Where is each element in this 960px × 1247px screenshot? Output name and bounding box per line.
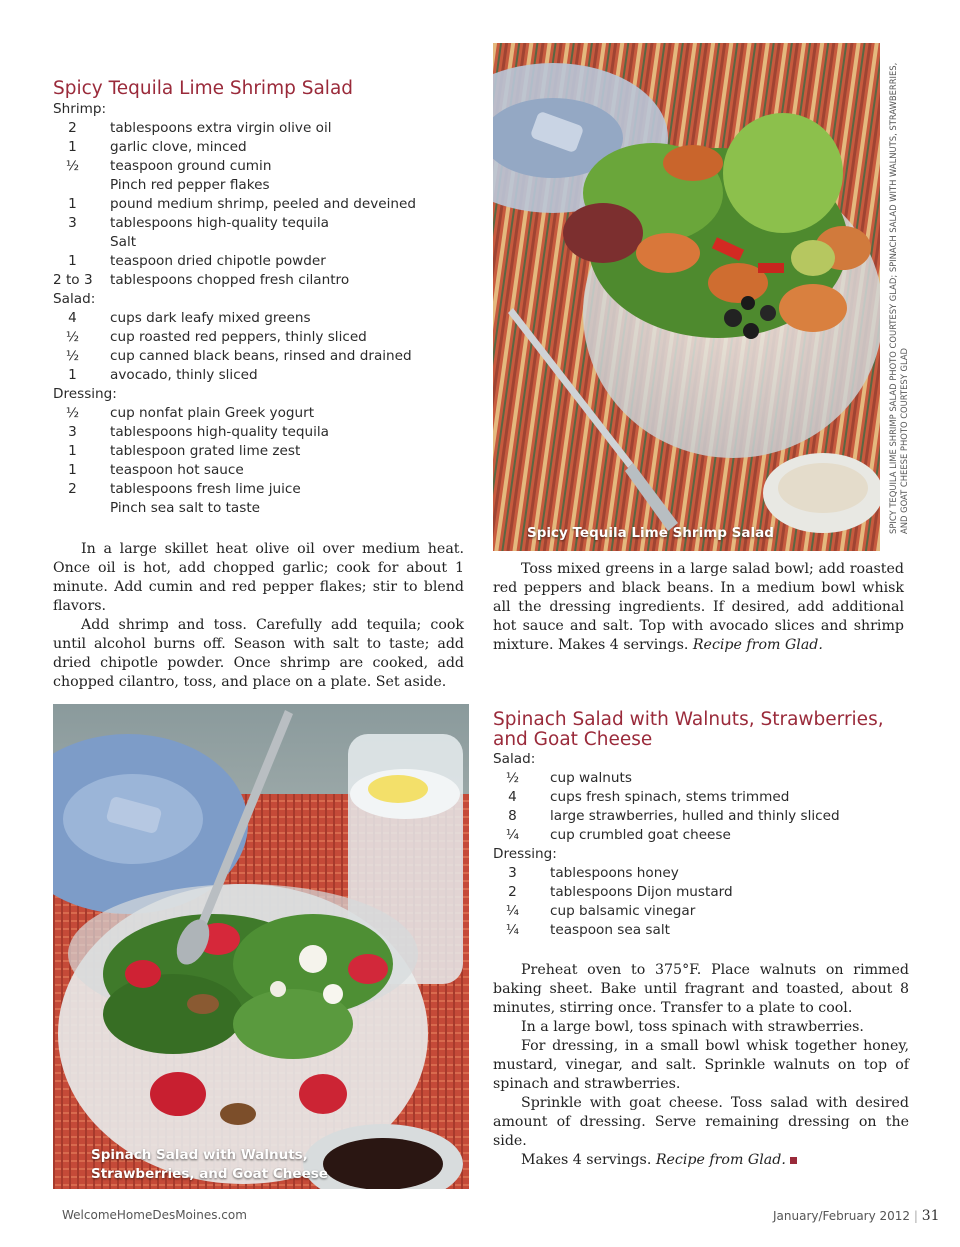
ingredient-text: tablespoons chopped fresh cilantro (110, 272, 350, 288)
recipe2-source: Recipe from Glad. (655, 1152, 786, 1168)
ingredient-row (53, 271, 473, 290)
ingredient-quantity: 2 (508, 884, 517, 900)
recipe1-instructions-left (53, 540, 464, 692)
ingredient-text: teaspoon hot sauce (110, 462, 244, 478)
photo-credit-line2: AND GOAT CHEESE PHOTO COURTESY GLAD (899, 347, 909, 534)
ingredient-text: tablespoon grated lime zest (110, 443, 301, 459)
spinach-photo-caption (91, 1146, 328, 1184)
ingredient-row (53, 309, 473, 328)
photo-credit (888, 63, 910, 534)
ingredient-row (53, 195, 473, 214)
ingredient-row (53, 480, 473, 499)
ingredient-text: cup canned black beans, rinsed and drained (110, 348, 412, 364)
ingredient-row (493, 921, 913, 940)
recipe1-instructions-right (493, 560, 904, 655)
shrimp-salad-photo-art (493, 43, 880, 551)
ingredient-quantity: ¼ (505, 922, 520, 938)
recipe2-title-line1: Spinach Salad with Walnuts, Strawberries, (493, 709, 884, 730)
ingredient-section-label: Salad: (493, 751, 536, 767)
ingredient-text: tablespoons high-quality tequila (110, 215, 329, 231)
ingredient-text: cup balsamic vinegar (550, 903, 696, 919)
ingredient-quantity: 2 to 3 (53, 272, 93, 288)
ingredient-row (53, 138, 473, 157)
ingredient-quantity: 4 (508, 789, 517, 805)
ingredient-text: garlic clove, minced (110, 139, 247, 155)
recipe1-ingredients (53, 100, 473, 518)
ingredient-quantity: 2 (68, 481, 77, 497)
ingredient-quantity: ½ (65, 329, 80, 345)
recipe1-source: Recipe from Glad. (692, 637, 823, 653)
ingredient-section-label: Dressing: (53, 386, 117, 402)
ingredient-quantity: 1 (68, 253, 77, 269)
ingredient-text: large strawberries, hulled and thinly sliced (550, 808, 840, 824)
end-mark-icon (790, 1157, 797, 1164)
instruction-paragraph: Preheat oven to 375°F. Place walnuts on rimmed baking sheet. Bake until fragrant and toasted, about 8 minutes, stirring once. Transfer to a plate to cool. (493, 962, 909, 1016)
ingredient-quantity: 1 (68, 139, 77, 155)
ingredient-text: tablespoons Dijon mustard (550, 884, 733, 900)
spinach-salad-photo-art (53, 704, 469, 1189)
ingredient-text: tablespoons fresh lime juice (110, 481, 301, 497)
ingredient-row (493, 902, 913, 921)
ingredient-quantity: 1 (68, 367, 77, 383)
ingredient-text: cup roasted red peppers, thinly sliced (110, 329, 367, 345)
instruction-paragraph: For dressing, in a small bowl whisk together honey, mustard, vinegar, and salt. Sprinkle walnuts on top of spinach and strawberries. (493, 1038, 909, 1092)
ingredient-quantity: ¼ (505, 827, 520, 843)
instruction-paragraph: Add shrimp and toss. Carefully add tequila; cook until alcohol burns off. Season with salt to taste; add dried chipotle powder. Once shrimp are cooked, add chopped cilantro, toss, and place on a plate. Set aside. (53, 617, 464, 690)
ingredient-quantity: 4 (68, 310, 77, 326)
footer-website: WelcomeHomeDesMoines.com (62, 1208, 247, 1222)
ingredient-quantity: 1 (68, 443, 77, 459)
recipe2-title-line2: and Goat Cheese (493, 729, 653, 750)
ingredient-quantity: ½ (65, 348, 80, 364)
ingredient-text: teaspoon ground cumin (110, 158, 272, 174)
ingredient-row (53, 442, 473, 461)
recipe1-title: Spicy Tequila Lime Shrimp Salad (53, 78, 354, 99)
ingredient-text: cup crumbled goat cheese (550, 827, 731, 843)
ingredient-text: Salt (110, 234, 137, 250)
instruction-paragraph: Toss mixed greens in a large salad bowl; add roasted red peppers and black beans. In a medium bowl whisk all the dressing ingredients. If desired, add additional hot sauce and salt. Top with avocado slices and shrimp mixture. Makes 4 servings. (493, 561, 904, 653)
ingredient-row (53, 328, 473, 347)
ingredient-text: Pinch sea salt to taste (110, 500, 261, 516)
ingredient-text: teaspoon sea salt (550, 922, 670, 938)
ingredient-row (493, 807, 913, 826)
ingredient-text: tablespoons high-quality tequila (110, 424, 329, 440)
instruction-paragraph: Sprinkle with goat cheese. Toss salad with desired amount of dressing. Serve remaining dressing on the side. (493, 1095, 909, 1149)
ingredient-quantity: 3 (508, 865, 517, 881)
ingredient-quantity: 8 (508, 808, 517, 824)
ingredient-row (53, 366, 473, 385)
recipe2-ingredients (493, 750, 913, 940)
ingredient-row (53, 119, 473, 138)
ingredient-row (53, 233, 473, 252)
ingredient-row (53, 347, 473, 366)
ingredient-row (493, 788, 913, 807)
ingredient-section-label: Salad: (53, 291, 96, 307)
ingredient-text: avocado, thinly sliced (110, 367, 258, 383)
ingredient-row (53, 252, 473, 271)
ingredient-quantity: ½ (65, 158, 80, 174)
ingredient-row (493, 864, 913, 883)
recipe2-instructions (493, 961, 909, 1170)
ingredient-text: cups fresh spinach, stems trimmed (550, 789, 790, 805)
page-number: 31 (921, 1208, 940, 1224)
footer-separator: | (913, 1209, 918, 1223)
instruction-paragraph: In a large skillet heat olive oil over medium heat. Once oil is hot, add chopped garlic; cook for about 1 minute. Add cumin and red pepper flakes; stir to blend flavors. (53, 541, 464, 614)
ingredient-quantity: 2 (68, 120, 77, 136)
ingredient-quantity (53, 176, 92, 195)
ingredient-text: teaspoon dried chipotle powder (110, 253, 326, 269)
ingredient-quantity: 3 (68, 215, 77, 231)
ingredient-quantity: 1 (68, 462, 77, 478)
footer-issue (773, 1208, 940, 1224)
photo-credit-line1: SPICY TEQUILA LIME SHRIMP SALAD PHOTO COURTESY GLAD; SPINACH SALAD WITH WALNUTS, STRAWBERRIES, (888, 62, 898, 534)
ingredient-quantity: ½ (505, 770, 520, 786)
shrimp-photo-caption: Spicy Tequila Lime Shrimp Salad (527, 525, 774, 541)
ingredient-quantity: 1 (68, 196, 77, 212)
ingredient-text: tablespoons honey (550, 865, 679, 881)
ingredient-text: pound medium shrimp, peeled and deveined (110, 196, 417, 212)
ingredient-section-label: Dressing: (493, 846, 557, 862)
recipe2-closing: Makes 4 servings. (521, 1152, 652, 1168)
ingredient-row (53, 176, 473, 195)
ingredient-row (53, 404, 473, 423)
spinach-salad-photo (53, 704, 469, 1189)
ingredient-text: tablespoons extra virgin olive oil (110, 120, 332, 136)
ingredient-row (53, 157, 473, 176)
ingredient-text: cup walnuts (550, 770, 632, 786)
ingredient-quantity: ¼ (505, 903, 520, 919)
footer-issue-date: January/February 2012 (773, 1209, 911, 1223)
ingredient-text: cups dark leafy mixed greens (110, 310, 311, 326)
ingredient-row (493, 826, 913, 845)
shrimp-salad-photo (493, 43, 880, 551)
ingredient-text: cup nonfat plain Greek yogurt (110, 405, 315, 421)
spinach-caption-line1: Spinach Salad with Walnuts, (91, 1147, 308, 1163)
ingredient-quantity (53, 499, 92, 518)
ingredient-text: Pinch red pepper flakes (110, 177, 270, 193)
ingredient-section-label: Shrimp: (53, 101, 107, 117)
ingredient-row (53, 461, 473, 480)
instruction-paragraph: In a large bowl, toss spinach with strawberries. (521, 1019, 864, 1035)
ingredient-quantity (53, 233, 92, 252)
ingredient-row (493, 769, 913, 788)
ingredient-quantity: ½ (65, 405, 80, 421)
ingredient-row (493, 883, 913, 902)
ingredient-row (53, 423, 473, 442)
ingredient-row (53, 214, 473, 233)
ingredient-row (53, 499, 473, 518)
ingredient-quantity: 3 (68, 424, 77, 440)
spinach-caption-line2: Strawberries, and Goat Cheese (91, 1166, 328, 1182)
recipe2-title (493, 710, 884, 750)
